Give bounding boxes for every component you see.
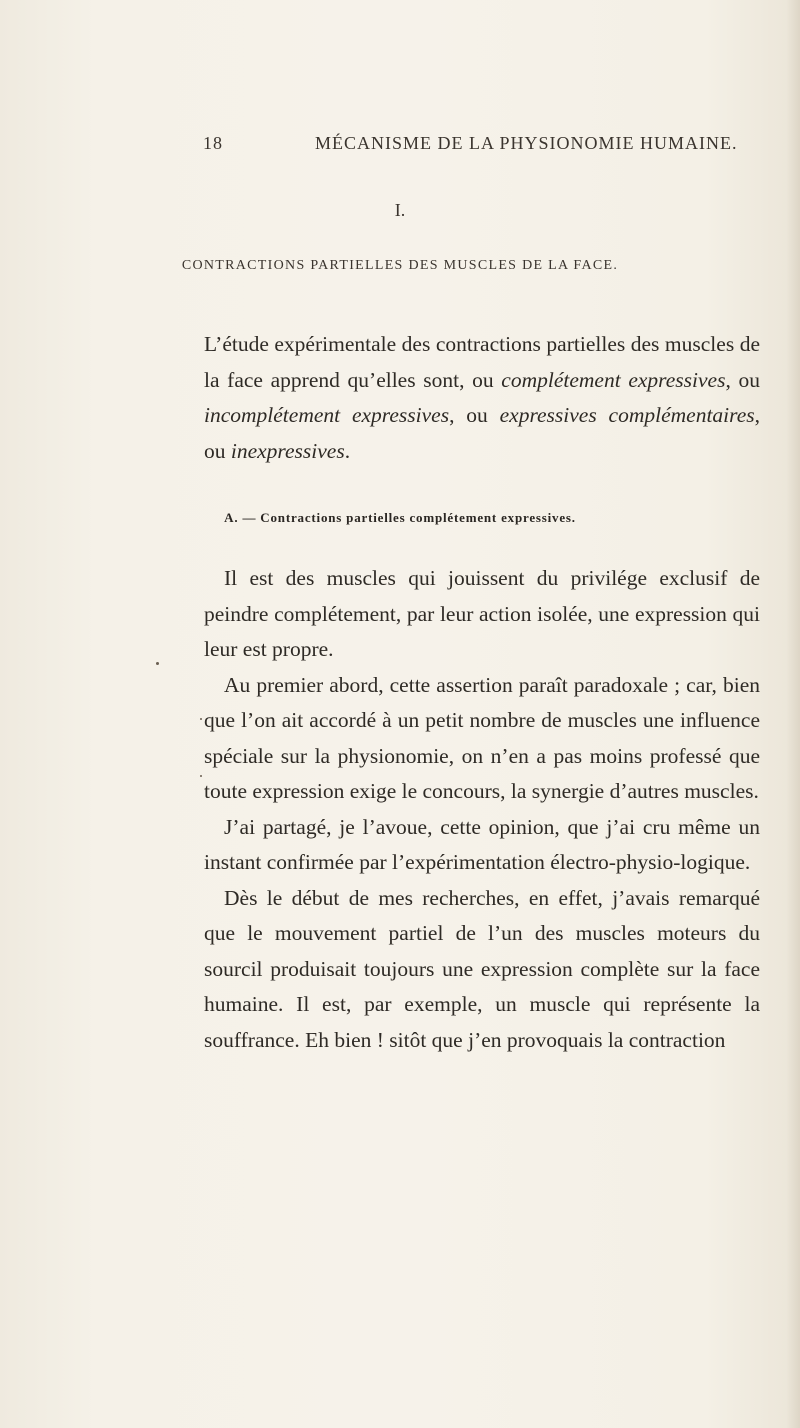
body-text <box>204 561 760 1058</box>
intro-text: L’étude expérimentale des contractions partielles des muscles de la face apprend qu’elles sont, ou <box>204 332 760 392</box>
running-head <box>203 133 738 157</box>
intro-text: , ou <box>725 367 761 392</box>
term-incompletely-expressive: incomplétement expressives <box>204 403 450 427</box>
section-number: I. <box>394 200 406 220</box>
section-title: CONTRACTIONS PARTIELLES DES MUSCLES DE LA FACE. <box>181 258 619 273</box>
term-inexpressive: inexpressives <box>230 438 345 463</box>
intro-text: . <box>344 438 351 463</box>
body-paragraph: Dès le début de mes recherches, en effet, j’avais remarqué que le mouvement partiel de l’un des muscles moteurs du sourcil produisait toujours une expression complète sur la face humaine. Il est, par exemple, un muscle qui représente la souffrance. Eh bien ! sitôt que j’en provoquais la contraction <box>204 885 760 1052</box>
running-title: MÉCANISME DE LA PHYSIONOMIE HUMAINE. <box>315 133 738 153</box>
subheading: A. — Contractions partielles complétement expressives. <box>224 510 576 525</box>
intro-text: , ou <box>204 403 761 463</box>
intro-paragraph <box>204 327 760 469</box>
body-paragraph: Il est des muscles qui jouissent du privilége exclusif de peindre complétement, par leur action isolée, une expression qui leur est propre. <box>204 566 760 661</box>
intro-text: , ou <box>449 403 500 427</box>
term-completely-expressive: complétement expressives <box>501 367 726 392</box>
body-paragraph: Au premier abord, cette assertion paraît paradoxale ; car, bien que l’on ait accordé à un petit nombre de muscles une influence spéciale sur la physionomie, on n’en a pas moins professé que toute expression exige le concours, la synergie d’autres muscles. <box>204 672 760 803</box>
term-complementary: expressives complémentaires <box>499 403 755 427</box>
paper-speck <box>200 718 202 720</box>
paper-speck <box>156 662 159 665</box>
body-paragraph: J’ai partagé, je l’avoue, cette opinion, que j’ai cru même un instant confirmée par l’expérimentation électro-physio-logique. <box>204 814 760 874</box>
page-number: 18 <box>203 133 223 153</box>
paper-speck <box>200 775 202 777</box>
